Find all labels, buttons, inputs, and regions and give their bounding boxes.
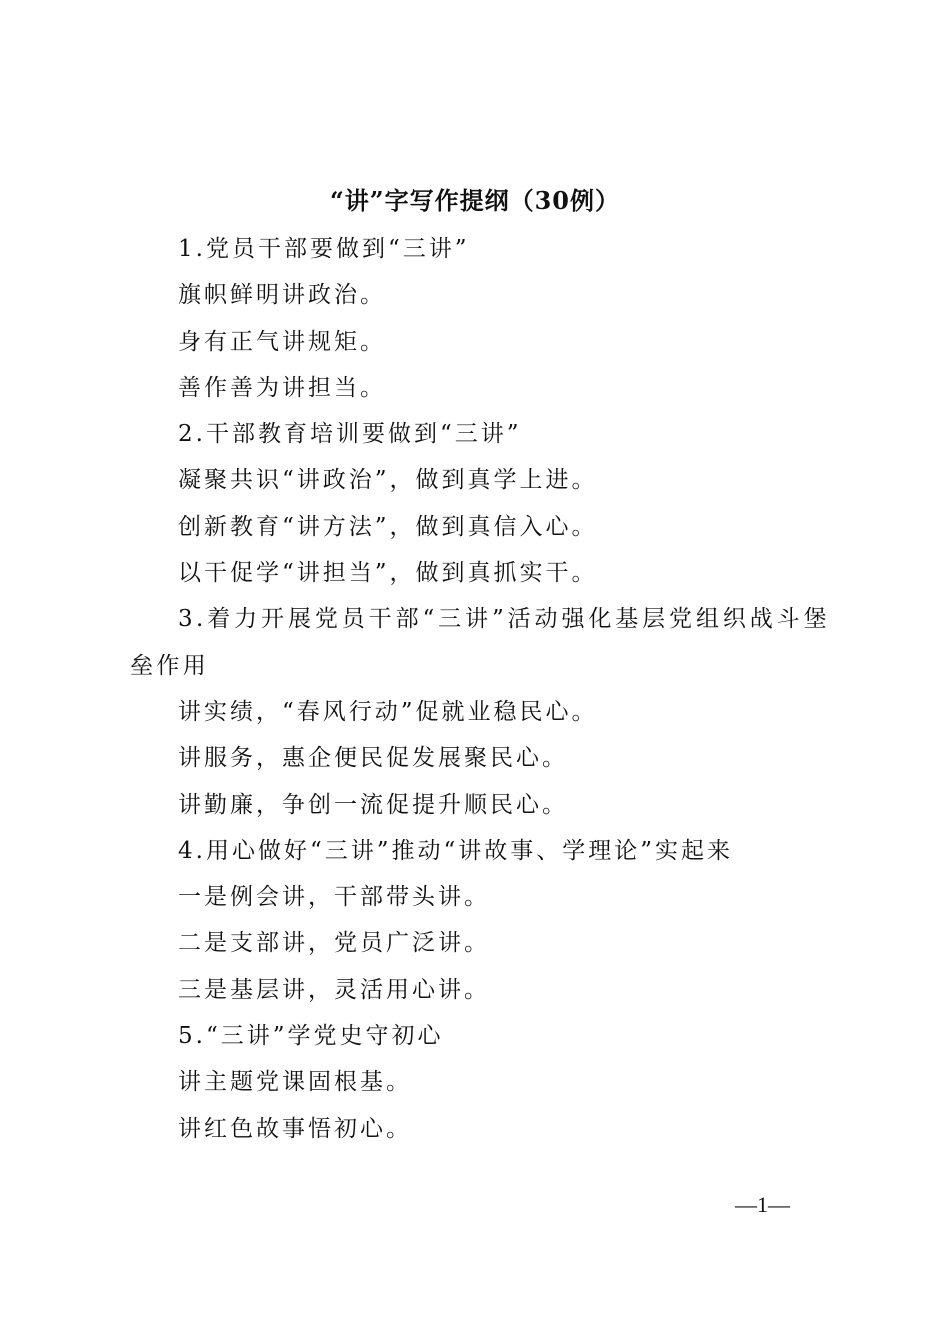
paragraph-line: 讲服务，惠企便民促发展聚民心。	[178, 745, 568, 772]
paragraph-line: 旗帜鲜明讲政治。	[178, 282, 386, 309]
paragraph-line: 身有正气讲规矩。	[178, 328, 386, 355]
section-heading-5: 5.“三讲”学党史守初心	[178, 1023, 444, 1050]
paragraph-line: 创新教育“讲方法”，做到真信入心。	[178, 513, 598, 540]
section-heading-4: 4.用心做好“三讲”推动“讲故事、学理论”实起来	[178, 837, 733, 864]
section-heading-2: 2.干部教育培训要做到“三讲”	[178, 421, 522, 448]
paragraph-line: 善作善为讲担当。	[178, 374, 386, 401]
section-heading-1: 1.党员干部要做到“三讲”	[178, 236, 470, 262]
paragraph-line: 一是例会讲，干部带头讲。	[178, 884, 490, 911]
paragraph-line: 三是基层讲，灵活用心讲。	[178, 976, 490, 1003]
page-number: —1—	[735, 1192, 790, 1217]
section-heading-3: 3.着力开展党员干部“三讲”活动强化基层党组织战斗堡垒作用	[130, 606, 830, 679]
paragraph-line: 讲勤廉，争创一流促提升顺民心。	[178, 791, 568, 818]
paragraph-line: 讲主题党课固根基。	[178, 1069, 412, 1096]
paragraph-line: 以干促学“讲担当”，做到真抓实干。	[178, 560, 598, 587]
document-title: “讲”字写作提纲（30例）	[329, 186, 620, 215]
paragraph-line: 讲实绩，“春风行动”促就业稳民心。	[178, 698, 598, 725]
paragraph-line: 二是支部讲，党员广泛讲。	[178, 930, 490, 957]
document-body	[130, 226, 830, 1152]
paragraph-line: 凝聚共识“讲政治”，做到真学上进。	[178, 467, 598, 494]
paragraph-line: 讲红色故事悟初心。	[178, 1115, 412, 1142]
